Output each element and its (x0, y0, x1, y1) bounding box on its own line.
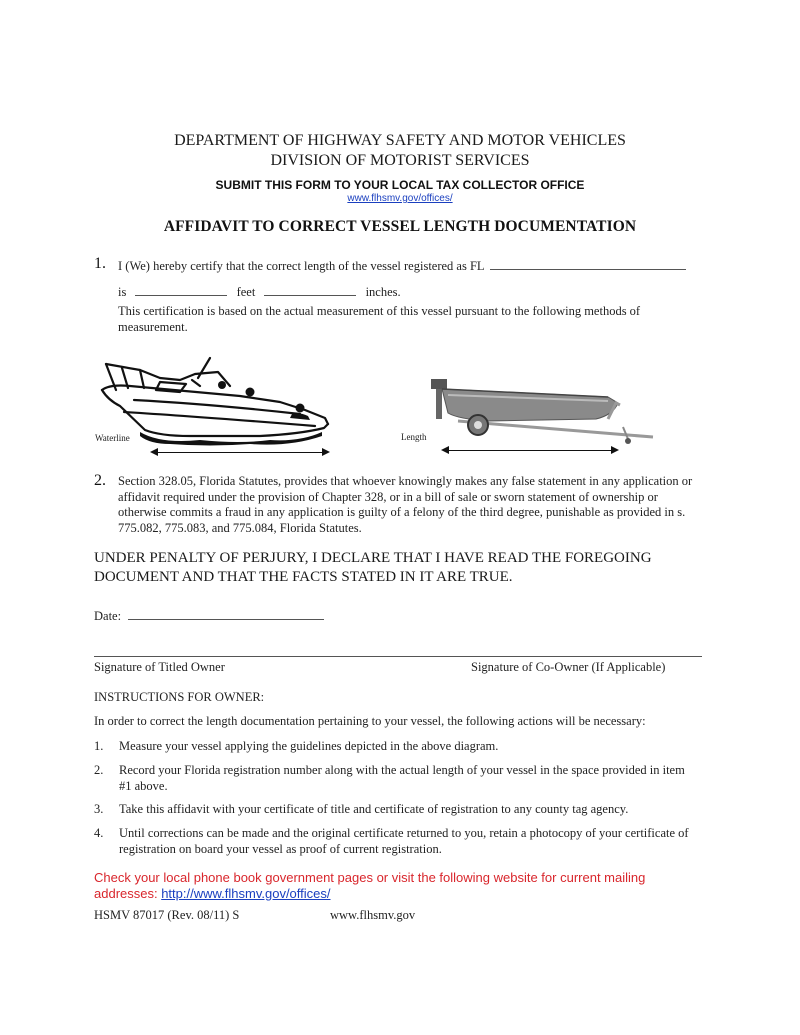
feet-field[interactable] (135, 284, 227, 296)
department-heading (0, 131, 800, 171)
form-number: HSMV 87017 (Rev. 08/11) S (94, 908, 240, 922)
instructions-intro: In order to correct the length documentation pertaining to your vessel, the following actions will be necessary: (94, 714, 646, 728)
step-4-number: 4. (94, 826, 104, 840)
arrow-right-icon (322, 448, 330, 456)
cabin-cruiser-icon (100, 352, 345, 447)
offices-link[interactable]: www.flhsmv.gov/offices/ (347, 193, 453, 204)
item2-number: 2. (94, 472, 106, 489)
cabin-cruiser-diagram (100, 352, 345, 447)
item1-number: 1. (94, 255, 106, 272)
is-label: is (118, 285, 127, 299)
division-name: DIVISION OF MOTORIST SERVICES (270, 152, 530, 169)
offices-url-link[interactable]: http://www.flhsmv.gov/offices/ (161, 886, 331, 901)
jon-boat-trailer-icon (428, 375, 658, 445)
item1-certify-line (118, 258, 686, 275)
inches-label: inches. (365, 285, 401, 299)
date-line (94, 608, 324, 625)
date-field[interactable] (128, 608, 324, 620)
step-3-number: 3. (94, 802, 104, 816)
step-1-number: 1. (94, 739, 104, 753)
item2-statute-text: Section 328.05, Florida Statutes, provides that whoever knowingly makes any false statement in any application or affidavit required under the provision of Chapter 328, or in a bill of sale or sworn statement of ownership or otherwise commits a fraud in any application is guilty of a felony of the third degree, punishable as provided in s. 775.082, 775.083, and 775.084, Florida Statutes. (118, 474, 693, 535)
step-1-text: Measure your vessel applying the guidelines depicted in the above diagram. (119, 739, 499, 753)
inches-field[interactable] (264, 284, 356, 296)
mailing-address-notice (94, 870, 674, 902)
department-name: DEPARTMENT OF HIGHWAY SAFETY AND MOTOR VEHICLES (174, 132, 626, 149)
waterline-caption: Waterline (95, 433, 130, 443)
instructions-heading: INSTRUCTIONS FOR OWNER: (94, 690, 265, 704)
registration-number-field[interactable] (490, 258, 686, 270)
step-2-number: 2. (94, 763, 104, 777)
co-owner-signature-label: Signature of Co-Owner (If Applicable) (471, 660, 666, 674)
length-line (118, 284, 401, 301)
step-4-text: Until corrections can be made and the original certificate returned to you, retain a photocopy of your certificate of registration on board your vessel as proof of current registration. (119, 826, 689, 856)
titled-owner-signature-label: Signature of Titled Owner (94, 660, 225, 674)
submit-notice: SUBMIT THIS FORM TO YOUR LOCAL TAX COLLECTOR OFFICE (215, 178, 585, 192)
step-3-text: Take this affidavit with your certificate of title and certificate of registration to any county tag agency. (119, 802, 629, 816)
length-caption: Length (401, 432, 427, 442)
form-title: AFFIDAVIT TO CORRECT VESSEL LENGTH DOCUMENTATION (163, 218, 637, 235)
step-2-text: Record your Florida registration number along with the actual length of your vessel in the space provided in item #1 above. (119, 763, 685, 793)
certification-basis-text: This certification is based on the actual measurement of this vessel pursuant to the following methods of measurement. (118, 304, 641, 334)
waterline-length-arrow (150, 448, 330, 456)
footer-website: www.flhsmv.gov (330, 908, 416, 922)
jon-boat-trailer-diagram (428, 375, 658, 445)
signature-line[interactable] (94, 656, 702, 657)
item1-certify-text: I (We) hereby certify that the correct length of the vessel registered as FL (118, 259, 485, 273)
perjury-declaration: UNDER PENALTY OF PERJURY, I DECLARE THAT I HAVE READ THE FOREGOING DOCUMENT AND THAT THE FACTS STATED IN IT ARE TRUE. (94, 550, 652, 585)
feet-label: feet (236, 285, 256, 299)
notice-text: Check your local phone book government pages or visit the following website for current mailing addresses: (94, 870, 646, 901)
trailer-length-arrow (441, 446, 619, 454)
arrow-right-icon (611, 446, 619, 454)
date-label: Date: (94, 609, 122, 623)
